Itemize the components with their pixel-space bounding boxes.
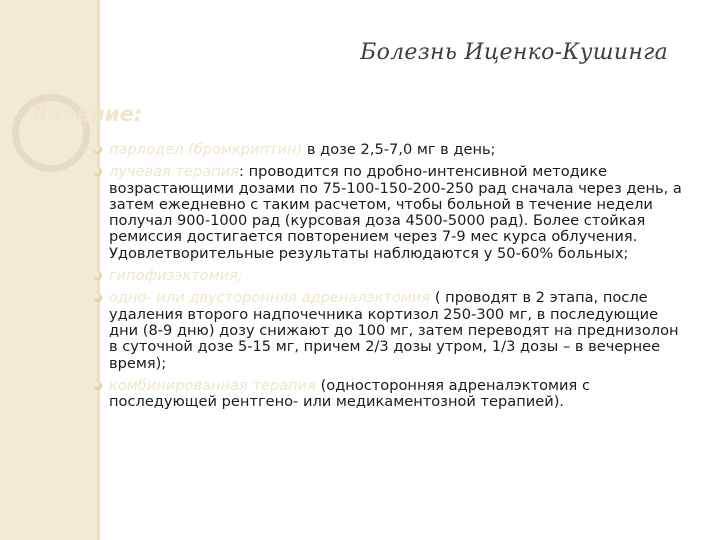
- bullet-icon: [93, 145, 102, 154]
- list-item: [91, 268, 691, 284]
- item-term: парлодел (бромкриптин): [109, 141, 303, 158]
- item-text: в дозе 2,5-7,0 мг в день;: [302, 141, 496, 158]
- item-term: одно- или двусторонняя адреналэктомия: [109, 289, 431, 307]
- list-item: [91, 378, 691, 411]
- list-item: [91, 290, 691, 371]
- bullet-icon: [93, 293, 102, 302]
- item-term: лучевая терапия: [109, 163, 240, 181]
- slide-title: Болезнь Иценко-Кушинга: [360, 40, 668, 65]
- list-item: [91, 142, 691, 158]
- item-text: (односторонняя адреналэктомия с последующей рентгено- или медикаментозной терапией).: [109, 376, 590, 411]
- item-text: ( проводят в 2 этапа, после удаления второго надпочечника кортизол 250-300 мг, в последующие дни (8-9 дню) дозу снижают до 100 мг, затем переводят на преднизолон в суточной дозе 5-15 мг, причем 2/3 дозы утром, 1/3 дозы – в вечернее время);: [109, 289, 679, 372]
- treatment-list: [91, 142, 691, 410]
- item-term: комбинированная терапия: [109, 376, 316, 394]
- decorative-side-band: [0, 0, 97, 540]
- item-text: : проводится по дробно-интенсивной методике возрастающими дозами по 75-100-150-200-250 рад сначала через день, а затем ежедневно с таким расчетом, чтобы больной в течение недели получал 900-1000 рад (курсовая доза 4500-5000 рад). Более стойкая ремиссия достигается повторением через 7-9 мес курса облучения. Удовлетворительные результаты наблюдаются у 50-60% больных;: [109, 163, 682, 262]
- section-heading: Лечение:: [30, 102, 143, 126]
- item-term: гипофизэктомия;: [109, 267, 243, 285]
- bullet-icon: [93, 381, 102, 390]
- list-item: [91, 164, 691, 262]
- bullet-icon: [93, 271, 102, 280]
- bullet-icon: [93, 167, 102, 176]
